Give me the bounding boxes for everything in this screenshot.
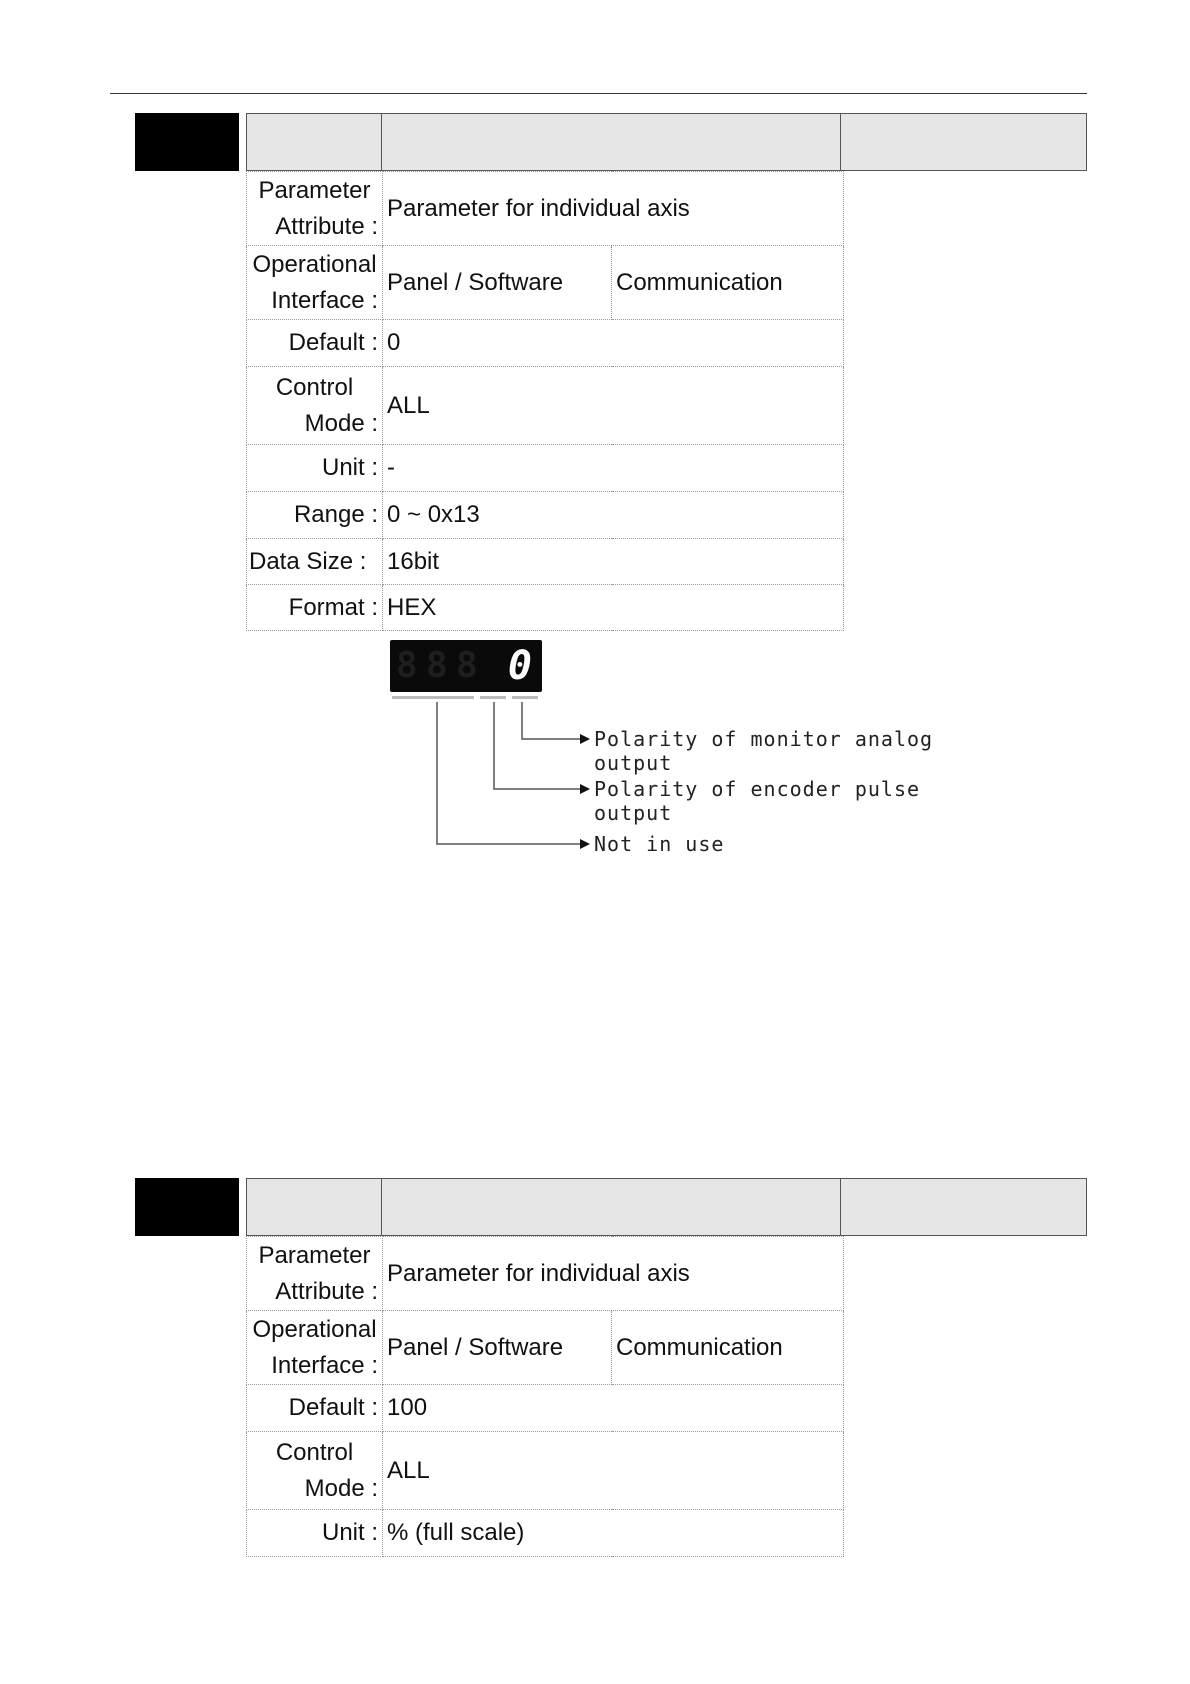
unit-label: Unit : (247, 1510, 383, 1557)
block-marker (135, 113, 239, 171)
table-row (247, 1510, 844, 1557)
control-mode-value: ALL (383, 367, 844, 445)
unit-label: Unit : (247, 445, 383, 492)
interface-panel: Panel / Software (383, 1311, 612, 1385)
data-size-value: 16bit (383, 539, 844, 585)
interface-label-line2: Interface : (271, 286, 378, 314)
label-encoder-polarity: Polarity of encoder pulse output (594, 777, 921, 825)
attribute-value: Parameter for individual axis (383, 172, 844, 246)
default-label: Default : (247, 320, 383, 367)
control-mode-label (247, 1432, 383, 1510)
connector-line (522, 702, 580, 739)
arrow-icon (580, 839, 590, 849)
header-cell-code (247, 114, 382, 170)
interface-label-line1: Operational (252, 250, 377, 278)
unit-value: - (383, 445, 844, 492)
attribute-label (247, 1237, 383, 1311)
control-mode-value: ALL (383, 1432, 844, 1510)
default-value: 100 (383, 1385, 844, 1432)
control-label-line2: Mode : (304, 1474, 378, 1502)
control-label-line2: Mode : (304, 409, 378, 437)
format-label: Format : (247, 585, 383, 631)
unit-value: % (full scale) (383, 1510, 844, 1557)
range-label: Range : (247, 492, 383, 539)
segment-digit-dim: 8 (456, 645, 478, 686)
table-row (247, 1432, 844, 1510)
segment-digit-value: 0 (507, 643, 532, 689)
format-value: HEX (383, 585, 844, 631)
top-rule (110, 93, 1087, 94)
attribute-label (247, 172, 383, 246)
header-cell-code (247, 1179, 382, 1235)
interface-label (247, 1311, 383, 1385)
table-row (247, 585, 844, 631)
arrow-icon (580, 734, 590, 744)
parameter-table (246, 171, 844, 631)
data-size-label: Data Size : (247, 539, 383, 585)
control-mode-label (247, 367, 383, 445)
interface-label-line1: Operational (252, 1315, 377, 1343)
header-cell-address (841, 114, 1086, 170)
parameter-header-row (246, 1178, 1087, 1236)
interface-label-line2: Interface : (271, 1351, 378, 1379)
table-row (247, 1237, 844, 1311)
attribute-label-line1: Parameter (258, 1241, 371, 1269)
table-row (247, 445, 844, 492)
control-label-line1: Control (275, 1438, 354, 1466)
table-row (247, 172, 844, 246)
default-label: Default : (247, 1385, 383, 1432)
table-row (247, 1311, 844, 1385)
attribute-value: Parameter for individual axis (383, 1237, 844, 1311)
interface-communication: Communication (612, 246, 844, 320)
control-label-line1: Control (275, 373, 354, 401)
parameter-header-row (246, 113, 1087, 171)
attribute-label-line2: Attribute : (275, 1277, 378, 1305)
header-cell-address (841, 1179, 1086, 1235)
interface-communication: Communication (612, 1311, 844, 1385)
interface-panel: Panel / Software (383, 246, 612, 320)
polarity-diagram (390, 640, 1010, 860)
header-cell-name (382, 114, 841, 170)
attribute-label-line1: Parameter (258, 176, 371, 204)
interface-label (247, 246, 383, 320)
table-row (247, 539, 844, 585)
table-row (247, 492, 844, 539)
segment-digit-dim: 8 (426, 645, 448, 686)
connector-line (494, 702, 580, 789)
arrow-icon (580, 784, 590, 794)
default-value: 0 (383, 320, 844, 367)
connector-line (437, 702, 580, 844)
segment-digit-dim: 8 (396, 645, 418, 686)
table-row (247, 367, 844, 445)
table-row (247, 1385, 844, 1432)
block-marker (135, 1178, 239, 1236)
label-monitor-polarity: Polarity of monitor analog output (594, 727, 934, 775)
label-not-in-use: Not in use (594, 832, 725, 856)
table-row (247, 320, 844, 367)
range-value: 0 ~ 0x13 (383, 492, 844, 539)
parameter-table (246, 1236, 844, 1557)
header-cell-name (382, 1179, 841, 1235)
table-row (247, 246, 844, 320)
attribute-label-line2: Attribute : (275, 212, 378, 240)
